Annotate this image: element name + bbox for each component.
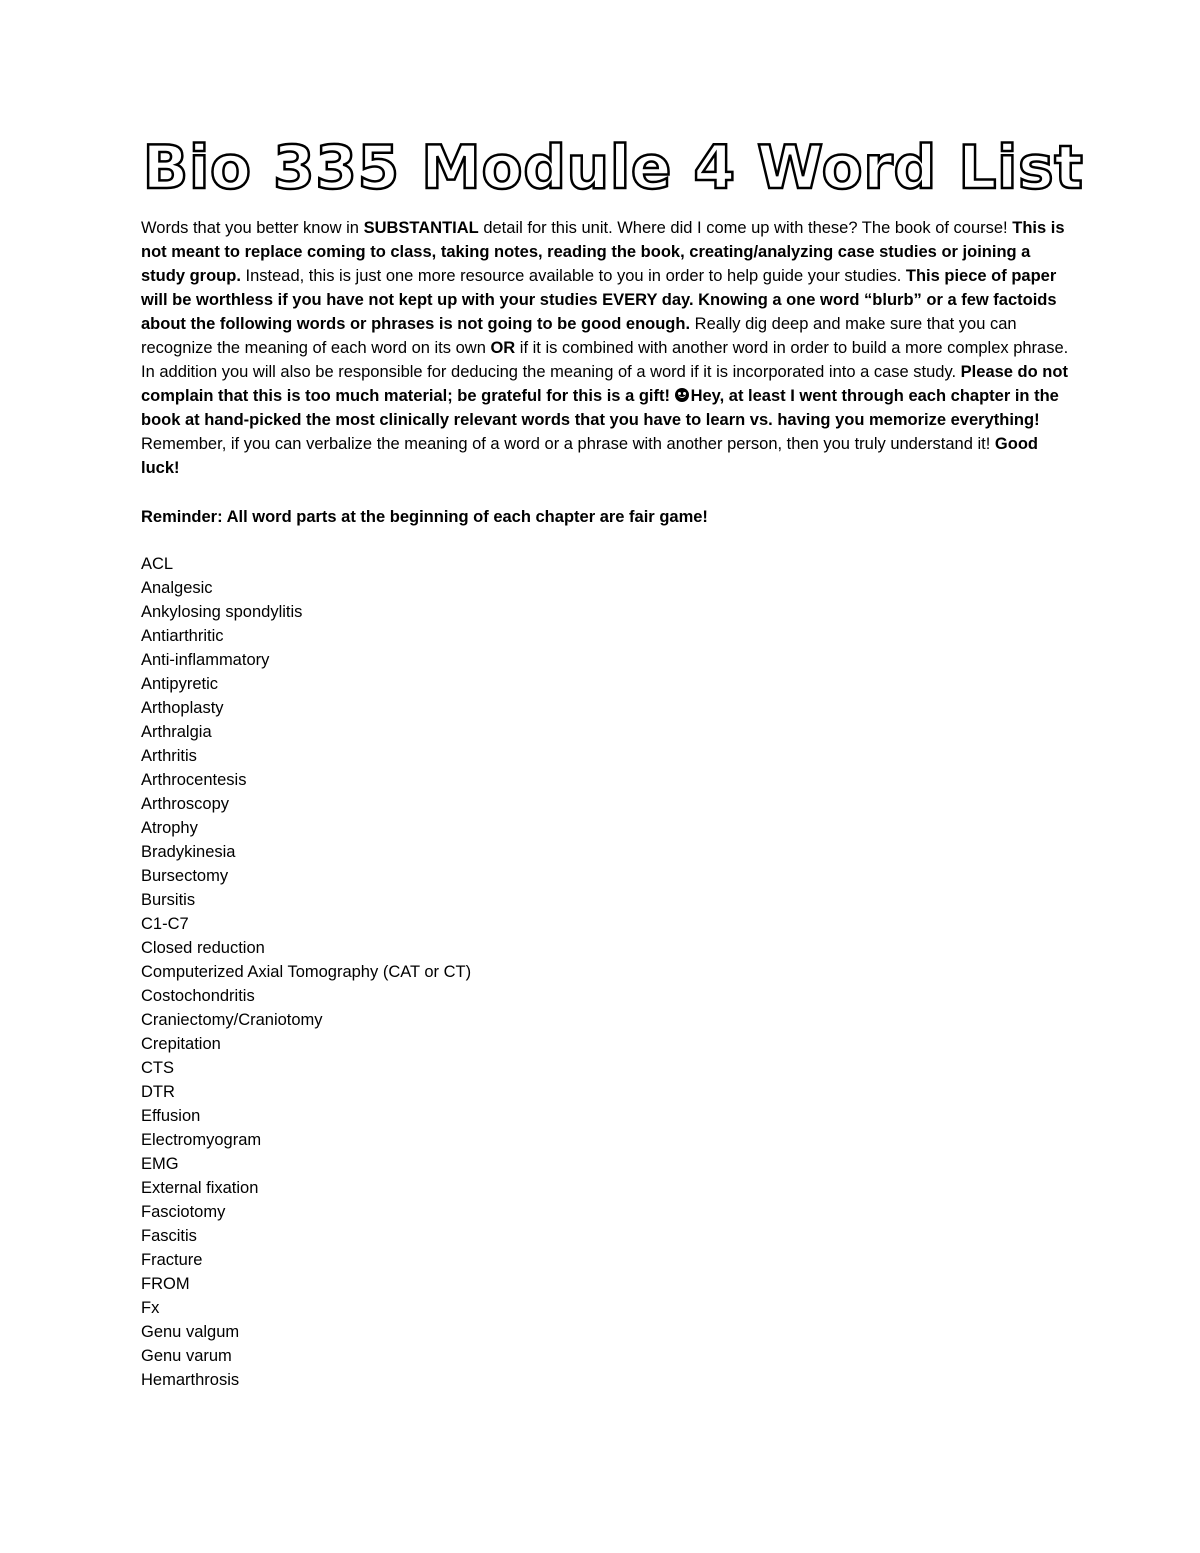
word-list-item: Anti-inflammatory xyxy=(141,651,270,669)
word-list-item: Analgesic xyxy=(141,579,213,597)
word-list-item: Fx xyxy=(141,1299,160,1317)
word-list-item: Arthritis xyxy=(141,747,197,765)
reminder-note: Reminder: All word parts at the beginning of each chapter are fair game! xyxy=(141,508,708,526)
word-list-item: Fascitis xyxy=(141,1227,197,1245)
word-list-item: Fracture xyxy=(141,1251,203,1269)
intro-text: detail for this unit. Where did I come up with these? The book of course! xyxy=(478,219,1013,237)
intro-emphasis: SUBSTANTIAL xyxy=(363,219,479,237)
word-list-item: Arthoplasty xyxy=(141,699,224,717)
word-list-item: Atrophy xyxy=(141,819,198,837)
intro-text: Words that you better know in xyxy=(141,219,364,237)
word-list-item: CTS xyxy=(141,1059,174,1077)
word-list-item: DTR xyxy=(141,1083,175,1101)
word-list-item: C1-C7 xyxy=(141,915,189,933)
intro-paragraph xyxy=(141,216,1076,480)
word-list-item: Ankylosing spondylitis xyxy=(141,603,303,621)
intro-text: Really dig deep and make sure that you can recognize the meaning of each word on its own xyxy=(141,315,1017,357)
word-list-item: EMG xyxy=(141,1155,179,1173)
word-list-item: Hemarthrosis xyxy=(141,1371,240,1389)
intro-emphasis: Good luck! xyxy=(141,435,1038,477)
intro-text: Remember, if you can verbalize the meaning of a word or a phrase with another person, then you truly understand it! xyxy=(141,435,995,453)
word-list-item: Costochondritis xyxy=(141,987,255,1005)
intro-emphasis: Hey, at least I went through each chapter in the book at hand-picked the most clinically relevant words that you have to learn vs. having you memorize everything! xyxy=(141,387,1059,429)
word-list-item: Crepitation xyxy=(141,1035,221,1053)
smiley-face-icon xyxy=(675,388,689,402)
word-list-item: Arthrocentesis xyxy=(141,771,247,789)
word-list-item: Arthroscopy xyxy=(141,795,230,813)
word-list-item: FROM xyxy=(141,1275,190,1293)
word-list-item: Bursectomy xyxy=(141,867,229,885)
word-list-item: Computerized Axial Tomography (CAT or CT) xyxy=(141,963,472,981)
intro-emphasis: OR xyxy=(490,339,516,357)
word-list-item: Genu varum xyxy=(141,1347,232,1365)
page-title: Bio 335 Module 4 Word List xyxy=(142,133,1084,203)
word-list-item: Electromyogram xyxy=(141,1131,262,1149)
word-list xyxy=(141,552,471,1392)
word-list-item: Closed reduction xyxy=(141,939,265,957)
intro-emphasis: This piece of paper will be worthless if you have not kept up with your studies EVERY day. Knowing a one word “blurb” or a few factoids about the following words or phrases is not going to be good enough. xyxy=(141,267,1057,333)
word-list-item: Genu valgum xyxy=(141,1323,240,1341)
word-list-item: Bradykinesia xyxy=(141,843,236,861)
word-list-item: Fasciotomy xyxy=(141,1203,226,1221)
intro-emphasis: Please do not complain that this is too much material; be grateful for this is a gift! xyxy=(141,363,1068,405)
word-list-item: ACL xyxy=(141,555,174,573)
word-list-item: Bursitis xyxy=(141,891,196,909)
intro-text: if it is combined with another word in order to build a more complex phrase. In addition you will also be responsible for deducing the meaning of a word if it is incorporated into a case study. xyxy=(141,339,1069,381)
word-list-item: Antiarthritic xyxy=(141,627,224,645)
word-list-item: Craniectomy/Craniotomy xyxy=(141,1011,323,1029)
word-list-item: External fixation xyxy=(141,1179,259,1197)
intro-text: Instead, this is just one more resource available to you in order to help guide your studies. xyxy=(240,267,906,285)
word-list-item: Effusion xyxy=(141,1107,201,1125)
word-list-item: Antipyretic xyxy=(141,675,219,693)
word-list-item: Arthralgia xyxy=(141,723,212,741)
intro-emphasis: This is not meant to replace coming to class, taking notes, reading the book, creating/analyzing case studies or joining a study group. xyxy=(141,219,1065,285)
